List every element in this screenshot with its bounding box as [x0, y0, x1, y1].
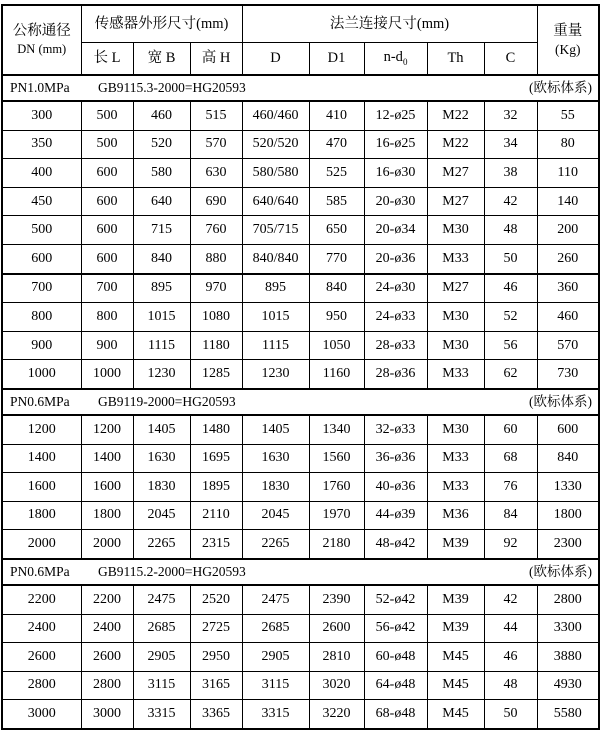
header-length-l: 长 L [81, 43, 133, 76]
section-standard-code: GB9115.2-2000=HG20593 [98, 564, 246, 580]
table-cell: 20-ø34 [364, 216, 427, 245]
table-row [2, 614, 599, 643]
table-cell: 46 [484, 643, 537, 672]
table-cell: 360 [537, 274, 599, 303]
header-height-h: 高 H [190, 43, 242, 76]
table-cell: M30 [427, 216, 484, 245]
table-cell: 52 [484, 303, 537, 332]
table-cell: 80 [537, 130, 599, 159]
table-cell: 32-ø33 [364, 415, 427, 444]
table-cell: 1050 [309, 331, 364, 360]
table-cell: M27 [427, 274, 484, 303]
table-cell: M27 [427, 187, 484, 216]
section-header-row [2, 559, 599, 585]
table-row [2, 530, 599, 559]
table-cell: 4930 [537, 671, 599, 700]
table-cell: 520/520 [242, 130, 309, 159]
table-cell: M45 [427, 700, 484, 729]
table-cell: 570 [190, 130, 242, 159]
table-cell: 60 [484, 415, 537, 444]
section-header-row [2, 75, 599, 101]
table-cell: 5580 [537, 700, 599, 729]
section-standard-code: GB9119-2000=HG20593 [98, 394, 236, 410]
table-row [2, 473, 599, 502]
table-cell: 1330 [537, 473, 599, 502]
table-cell: 3115 [242, 671, 309, 700]
header-n-d0 [364, 43, 427, 76]
table-cell: 76 [484, 473, 537, 502]
section-header-cell [2, 389, 599, 415]
table-cell: 1230 [133, 360, 190, 389]
table-cell: 525 [309, 159, 364, 188]
table-cell: 640 [133, 187, 190, 216]
table-cell: 3365 [190, 700, 242, 729]
table-cell: 44-ø39 [364, 501, 427, 530]
table-cell: 42 [484, 585, 537, 614]
table-cell: 2045 [242, 501, 309, 530]
table-cell: 16-ø30 [364, 159, 427, 188]
table-cell: 900 [2, 331, 81, 360]
table-cell: 3000 [2, 700, 81, 729]
table-cell: 2905 [242, 643, 309, 672]
table-cell: 2000 [81, 530, 133, 559]
table-cell: M22 [427, 101, 484, 130]
table-cell: 2800 [537, 585, 599, 614]
table-row [2, 216, 599, 245]
table-cell: 580/580 [242, 159, 309, 188]
table-cell: 3315 [133, 700, 190, 729]
table-cell: 3315 [242, 700, 309, 729]
table-cell: 840/840 [242, 244, 309, 273]
table-cell: 600 [81, 187, 133, 216]
table-cell: M22 [427, 130, 484, 159]
table-cell: 1830 [133, 473, 190, 502]
table-cell: 36-ø36 [364, 444, 427, 473]
header-width-b: 宽 B [133, 43, 190, 76]
header-row-subcols [2, 43, 599, 76]
table-cell: 760 [190, 216, 242, 245]
table-cell: 900 [81, 331, 133, 360]
table-row [2, 159, 599, 188]
table-cell: 200 [537, 216, 599, 245]
table-cell: 1200 [81, 415, 133, 444]
table-cell: 450 [2, 187, 81, 216]
table-cell: 1800 [537, 501, 599, 530]
section-system-note: (欧标体系) [529, 80, 593, 96]
header-row-groups [2, 5, 599, 43]
table-cell: 28-ø36 [364, 360, 427, 389]
table-cell: M30 [427, 331, 484, 360]
table-cell: 600 [81, 244, 133, 273]
header-weight-title: 重量 [553, 22, 583, 39]
table-row [2, 501, 599, 530]
table-cell: 44 [484, 614, 537, 643]
table-cell: 515 [190, 101, 242, 130]
table-cell: 1160 [309, 360, 364, 389]
table-cell: 1000 [2, 360, 81, 389]
table-cell: 1895 [190, 473, 242, 502]
table-row [2, 360, 599, 389]
table-cell: 2475 [242, 585, 309, 614]
table-cell: 50 [484, 244, 537, 273]
table-cell: M45 [427, 671, 484, 700]
header-sensor-dimensions: 传感器外形尺寸(mm) [81, 5, 242, 43]
table-cell: 3165 [190, 671, 242, 700]
table-row [2, 244, 599, 273]
header-dn-unit: DN (mm) [17, 42, 67, 57]
table-cell: 1600 [2, 473, 81, 502]
table-cell: 3880 [537, 643, 599, 672]
table-cell: 2400 [81, 614, 133, 643]
table-cell: 400 [2, 159, 81, 188]
table-cell: 56-ø42 [364, 614, 427, 643]
table-cell: 895 [133, 274, 190, 303]
table-cell: 1200 [2, 415, 81, 444]
table-cell: 2300 [537, 530, 599, 559]
table-cell: 12-ø25 [364, 101, 427, 130]
table-cell: 55 [537, 101, 599, 130]
dimension-spec-table [1, 4, 600, 730]
table-cell: 410 [309, 101, 364, 130]
table-cell: 2390 [309, 585, 364, 614]
table-cell: 2265 [133, 530, 190, 559]
table-cell: 600 [81, 159, 133, 188]
table-cell: 580 [133, 159, 190, 188]
table-cell: 2600 [2, 643, 81, 672]
table-cell: 68-ø48 [364, 700, 427, 729]
table-cell: 20-ø30 [364, 187, 427, 216]
table-cell: 1115 [242, 331, 309, 360]
table-row [2, 187, 599, 216]
header-weight-unit: (Kg) [555, 41, 581, 57]
table-cell: 630 [190, 159, 242, 188]
table-cell: 600 [2, 244, 81, 273]
section-header-cell [2, 559, 599, 585]
table-cell: 1600 [81, 473, 133, 502]
table-cell: 1400 [81, 444, 133, 473]
table-cell: M39 [427, 530, 484, 559]
table-cell: 800 [2, 303, 81, 332]
header-dn-title: 公称通径 [12, 23, 71, 40]
table-cell: 1405 [242, 415, 309, 444]
table-cell: 1000 [81, 360, 133, 389]
table-cell: M33 [427, 444, 484, 473]
table-cell: 64-ø48 [364, 671, 427, 700]
table-cell: 950 [309, 303, 364, 332]
table-cell: M33 [427, 244, 484, 273]
table-cell: 2110 [190, 501, 242, 530]
table-cell: 60-ø48 [364, 643, 427, 672]
header-weight [537, 5, 599, 75]
table-cell: 500 [81, 130, 133, 159]
table-cell: 570 [537, 331, 599, 360]
table-cell: 42 [484, 187, 537, 216]
table-cell: 1560 [309, 444, 364, 473]
table-cell: 2810 [309, 643, 364, 672]
table-row [2, 671, 599, 700]
table-cell: 2950 [190, 643, 242, 672]
table-cell: 770 [309, 244, 364, 273]
table-cell: 84 [484, 501, 537, 530]
table-cell: 1800 [2, 501, 81, 530]
section-system-note: (欧标体系) [529, 564, 593, 580]
table-cell: 1480 [190, 415, 242, 444]
table-cell: M36 [427, 501, 484, 530]
table-cell: 2800 [2, 671, 81, 700]
table-cell: 1015 [133, 303, 190, 332]
table-cell: 970 [190, 274, 242, 303]
table-cell: 2800 [81, 671, 133, 700]
table-cell: 20-ø36 [364, 244, 427, 273]
table-cell: 690 [190, 187, 242, 216]
table-cell: 24-ø30 [364, 274, 427, 303]
table-header [2, 5, 599, 75]
table-cell: 600 [81, 216, 133, 245]
table-cell: M33 [427, 360, 484, 389]
table-cell: 1230 [242, 360, 309, 389]
section-header-cell [2, 75, 599, 101]
table-cell: 460 [133, 101, 190, 130]
table-cell: 600 [537, 415, 599, 444]
table-cell: 2265 [242, 530, 309, 559]
table-cell: 24-ø33 [364, 303, 427, 332]
table-cell: 3020 [309, 671, 364, 700]
table-cell: 16-ø25 [364, 130, 427, 159]
table-cell: 1015 [242, 303, 309, 332]
table-cell: 56 [484, 331, 537, 360]
table-cell: 705/715 [242, 216, 309, 245]
table-cell: 50 [484, 700, 537, 729]
table-cell: M33 [427, 473, 484, 502]
table-cell: 1340 [309, 415, 364, 444]
table-cell: M27 [427, 159, 484, 188]
table-cell: 3115 [133, 671, 190, 700]
table-cell: M30 [427, 415, 484, 444]
table-cell: 260 [537, 244, 599, 273]
table-cell: 880 [190, 244, 242, 273]
table-cell: 110 [537, 159, 599, 188]
table-cell: 470 [309, 130, 364, 159]
table-cell: 500 [2, 216, 81, 245]
table-cell: 460/460 [242, 101, 309, 130]
table-cell: 3220 [309, 700, 364, 729]
table-cell: 40-ø36 [364, 473, 427, 502]
table-cell: 640/640 [242, 187, 309, 216]
table-cell: 460 [537, 303, 599, 332]
table-row [2, 130, 599, 159]
table-row [2, 585, 599, 614]
header-dn [2, 5, 81, 75]
table-cell: 840 [309, 274, 364, 303]
header-d1: D1 [309, 43, 364, 76]
table-cell: 2685 [242, 614, 309, 643]
table-cell: 1180 [190, 331, 242, 360]
table-cell: M39 [427, 585, 484, 614]
table-cell: 62 [484, 360, 537, 389]
table-row [2, 643, 599, 672]
table-cell: 350 [2, 130, 81, 159]
section-header-row [2, 389, 599, 415]
table-cell: 2400 [2, 614, 81, 643]
header-c: C [484, 43, 537, 76]
table-cell: 2315 [190, 530, 242, 559]
table-cell: 1285 [190, 360, 242, 389]
table-cell: 34 [484, 130, 537, 159]
table-cell: 520 [133, 130, 190, 159]
table-cell: M30 [427, 303, 484, 332]
table-cell: 895 [242, 274, 309, 303]
table-cell: 2200 [2, 585, 81, 614]
table-cell: 700 [2, 274, 81, 303]
table-cell: 650 [309, 216, 364, 245]
table-cell: 2600 [309, 614, 364, 643]
table-cell: 300 [2, 101, 81, 130]
table-row [2, 331, 599, 360]
table-cell: 48 [484, 216, 537, 245]
table-cell: 1400 [2, 444, 81, 473]
table-cell: 3300 [537, 614, 599, 643]
table-cell: 715 [133, 216, 190, 245]
table-row [2, 274, 599, 303]
table-row [2, 101, 599, 130]
table-cell: 2905 [133, 643, 190, 672]
header-n-d0-sub: 0 [402, 57, 408, 68]
header-th: Th [427, 43, 484, 76]
table-body [2, 75, 599, 729]
table-cell: 585 [309, 187, 364, 216]
table-cell: 840 [133, 244, 190, 273]
table-cell: 1695 [190, 444, 242, 473]
section-pressure-rating: PN1.0MPa [10, 80, 70, 96]
table-cell: 48 [484, 671, 537, 700]
table-cell: 46 [484, 274, 537, 303]
table-cell: 700 [81, 274, 133, 303]
table-cell: 140 [537, 187, 599, 216]
table-cell: 730 [537, 360, 599, 389]
table-cell: 92 [484, 530, 537, 559]
table-row [2, 415, 599, 444]
table-cell: M39 [427, 614, 484, 643]
table-cell: 38 [484, 159, 537, 188]
table-cell: 2000 [2, 530, 81, 559]
table-cell: 2200 [81, 585, 133, 614]
header-n-d0-main: n-d [383, 49, 403, 66]
table-cell: 2045 [133, 501, 190, 530]
table-cell: 1115 [133, 331, 190, 360]
table-cell: 1630 [133, 444, 190, 473]
table-cell: 2180 [309, 530, 364, 559]
table-cell: 1800 [81, 501, 133, 530]
table-row [2, 303, 599, 332]
table-cell: 2520 [190, 585, 242, 614]
table-cell: 2725 [190, 614, 242, 643]
table-cell: M45 [427, 643, 484, 672]
table-cell: 1080 [190, 303, 242, 332]
table-cell: 1760 [309, 473, 364, 502]
section-pressure-rating: PN0.6MPa [10, 564, 70, 580]
section-pressure-rating: PN0.6MPa [10, 394, 70, 410]
table-cell: 1405 [133, 415, 190, 444]
table-cell: 1830 [242, 473, 309, 502]
table-cell: 2600 [81, 643, 133, 672]
table-cell: 2685 [133, 614, 190, 643]
table-cell: 32 [484, 101, 537, 130]
header-d: D [242, 43, 309, 76]
table-cell: 1630 [242, 444, 309, 473]
table-cell: 800 [81, 303, 133, 332]
section-standard-code: GB9115.3-2000=HG20593 [98, 80, 246, 96]
table-row [2, 444, 599, 473]
table-cell: 840 [537, 444, 599, 473]
table-cell: 2475 [133, 585, 190, 614]
table-row [2, 700, 599, 729]
table-cell: 68 [484, 444, 537, 473]
header-flange-dimensions: 法兰连接尺寸(mm) [242, 5, 537, 43]
table-cell: 28-ø33 [364, 331, 427, 360]
table-cell: 48-ø42 [364, 530, 427, 559]
table-cell: 3000 [81, 700, 133, 729]
section-system-note: (欧标体系) [529, 394, 593, 410]
table-cell: 52-ø42 [364, 585, 427, 614]
table-cell: 1970 [309, 501, 364, 530]
table-cell: 500 [81, 101, 133, 130]
